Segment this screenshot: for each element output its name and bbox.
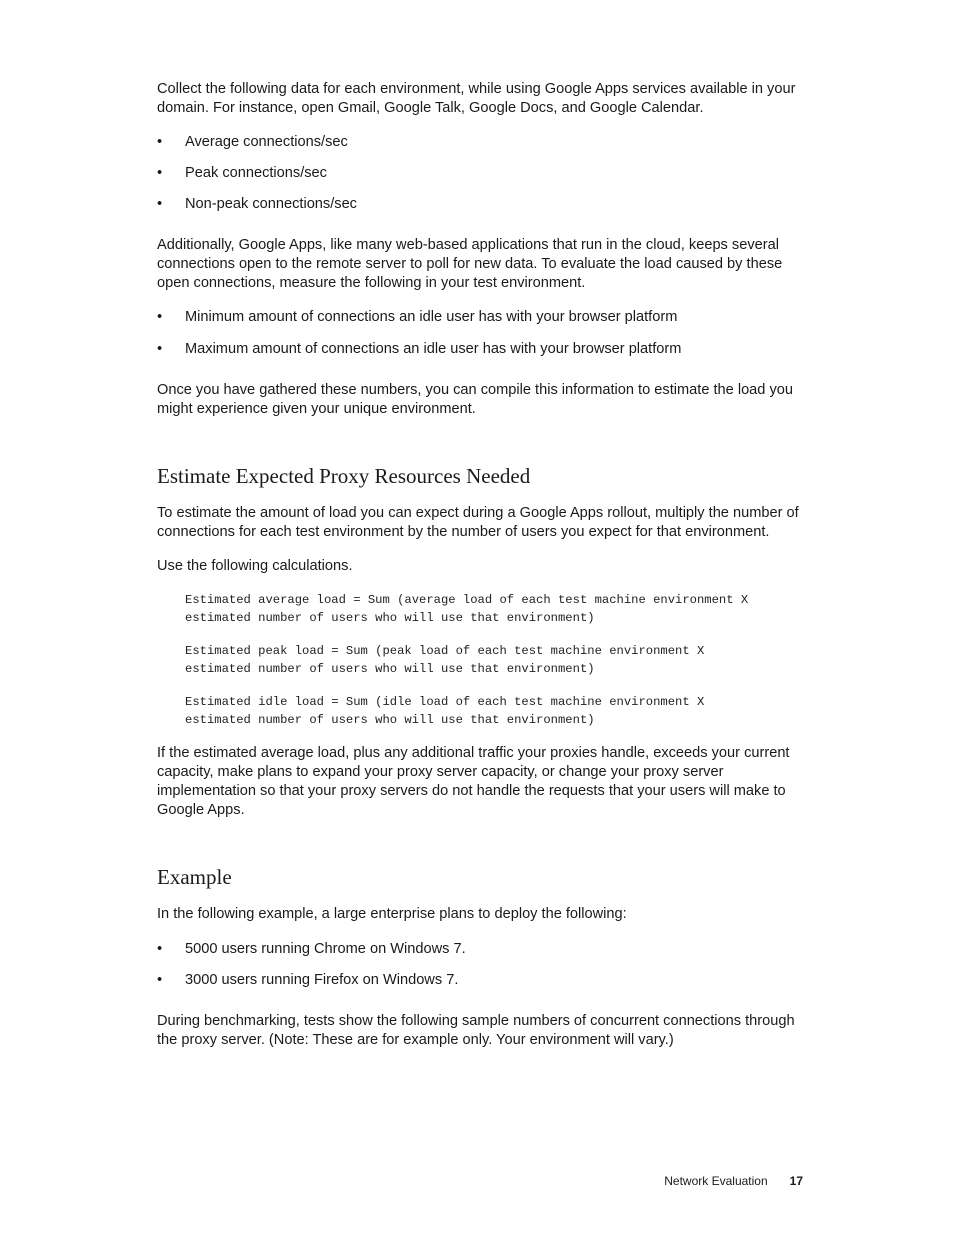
list-item: • Minimum amount of connections an idle user has with your browser platform: [157, 309, 678, 325]
deployment-list: [157, 940, 807, 990]
intro-paragraph: Collect the following data for each environment, while using Google Apps services available in your domain. For instance, open Gmail, Google Talk, Google Docs, and Google Calendar.: [157, 81, 796, 116]
peak-load-formula: Estimated peak load = Sum (peak load of each test machine environment X estimated number of users who will use that environment): [185, 644, 705, 676]
bullet-icon: •: [157, 341, 163, 357]
bullet-icon: •: [157, 134, 163, 150]
connection-metrics-list: [157, 133, 807, 214]
list-item: • Peak connections/sec: [157, 165, 327, 181]
example-intro: In the following example, a large enterprise plans to deploy the following:: [157, 906, 627, 922]
bullet-icon: •: [157, 309, 163, 325]
average-load-formula: Estimated average load = Sum (average load of each test machine environment X estimated number of users who will use that environment): [185, 593, 749, 625]
list-item: • Average connections/sec: [157, 134, 348, 150]
idle-load-formula: Estimated idle load = Sum (idle load of each test machine environment X estimated number of users who will use that environment): [185, 695, 705, 727]
benchmarking-paragraph: During benchmarking, tests show the following sample numbers of concurrent connections through the proxy server. (Note: These are for example only. Your environment will vary.): [157, 1013, 795, 1048]
page-content: [157, 80, 807, 1050]
calculations-intro: Use the following calculations.: [157, 558, 353, 574]
bullet-icon: •: [157, 165, 163, 181]
footer-section-title: Network Evaluation: [664, 1174, 768, 1188]
list-item: • Non-peak connections/sec: [157, 196, 357, 212]
section-heading-proxy-resources: Estimate Expected Proxy Resources Needed: [157, 464, 531, 488]
bullet-icon: •: [157, 972, 163, 988]
capacity-paragraph: If the estimated average load, plus any additional traffic your proxies handle, exceeds your current capacity, make plans to expand your proxy server capacity, or change your proxy server implementation so that your proxy servers do not handle the requests that your users will make to Google Apps.: [157, 745, 790, 818]
estimate-paragraph: To estimate the amount of load you can expect during a Google Apps rollout, multiply the number of connections for each test environment by the number of users you expect for that environment.: [157, 505, 799, 540]
open-connections-paragraph: Additionally, Google Apps, like many web-based applications that run in the cloud, keeps several connections open to the remote server to poll for new data. To evaluate the load caused by these open connections, measure the following in your test environment.: [157, 237, 783, 291]
bullet-icon: •: [157, 941, 163, 957]
page-footer: [664, 1174, 803, 1188]
section-heading-example: Example: [157, 865, 232, 889]
list-item: • 3000 users running Firefox on Windows 7.: [157, 972, 459, 988]
list-item: • Maximum amount of connections an idle user has with your browser platform: [157, 341, 682, 357]
page-number: 17: [789, 1174, 803, 1188]
compile-paragraph: Once you have gathered these numbers, you can compile this information to estimate the load you might experience given your unique environment.: [157, 382, 794, 417]
idle-connections-list: [157, 308, 807, 359]
list-item: • 5000 users running Chrome on Windows 7.: [157, 941, 466, 957]
bullet-icon: •: [157, 196, 163, 212]
calculation-code-block: [185, 592, 807, 729]
